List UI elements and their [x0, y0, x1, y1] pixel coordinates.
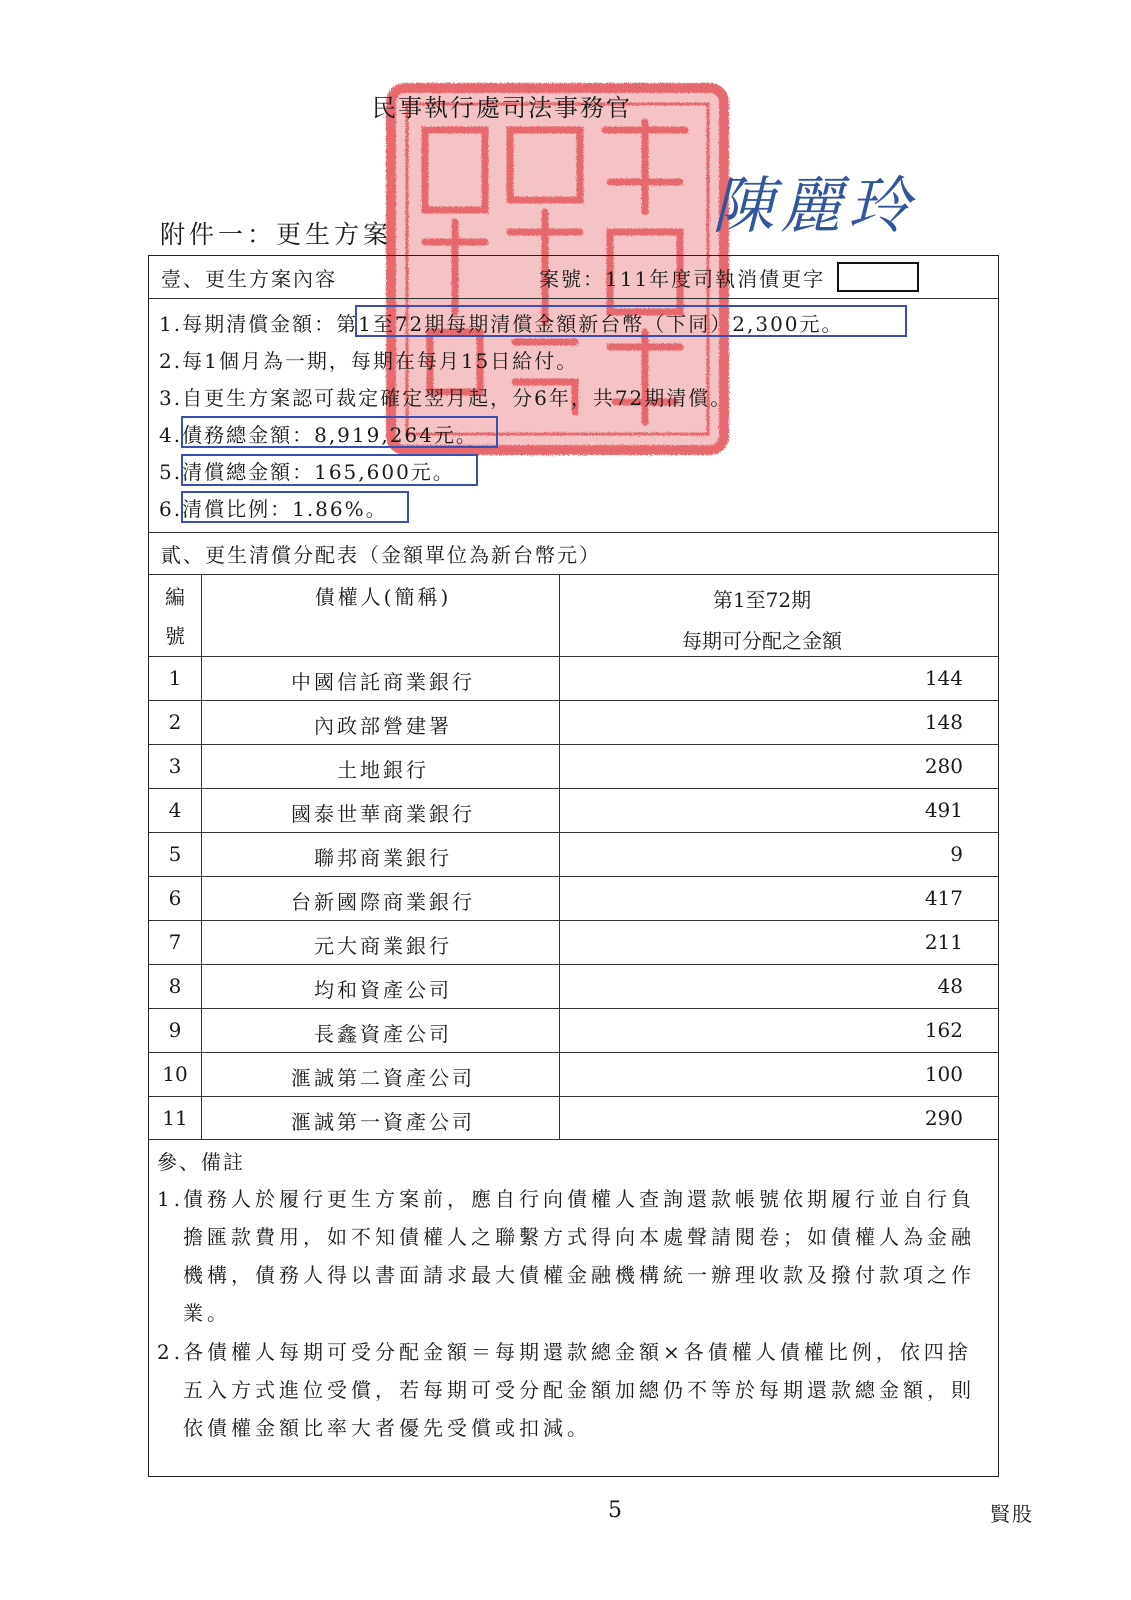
allocated-amount: 417: [924, 886, 963, 910]
row-number: 4: [168, 798, 182, 822]
row-divider: [149, 1096, 998, 1097]
row-number: 5: [168, 842, 182, 866]
row-number: 2: [168, 710, 182, 734]
plan-table-frame: [148, 255, 999, 1477]
highlight-box: [181, 416, 498, 448]
office-title: 民事執行處司法事務官: [372, 94, 632, 122]
plan-item-3: 3.自更生方案認可裁定確定翌月起，分6年，共72期清償。: [159, 386, 733, 410]
allocated-amount: 491: [924, 798, 963, 822]
row-number: 3: [168, 754, 182, 778]
allocated-amount: 148: [924, 710, 963, 734]
allocated-amount: 280: [924, 754, 963, 778]
column-header-creditor: 債權人(簡稱): [314, 585, 452, 609]
section-label: 賢股: [990, 1502, 1034, 1526]
allocated-amount: 144: [924, 666, 963, 690]
column-header-no: 編 號: [165, 585, 185, 648]
official-signature: 陳麗玲: [712, 169, 917, 242]
creditor-name: 滙誠第二資產公司: [291, 1066, 475, 1090]
row-divider: [149, 1052, 998, 1053]
row-divider: [149, 788, 998, 789]
creditor-name: 台新國際商業銀行: [291, 890, 475, 914]
plan-item-6: 6.清償比例：1.86%。: [159, 497, 388, 521]
case-number: 案號：111年度司執消債更字: [539, 267, 826, 291]
allocated-amount: 211: [924, 930, 963, 954]
row-number: 6: [168, 886, 182, 910]
creditor-name: 土地銀行: [337, 758, 429, 782]
row-divider: [149, 700, 998, 701]
creditor-name: 國泰世華商業銀行: [291, 802, 475, 826]
creditor-name: 中國信託商業銀行: [291, 670, 475, 694]
plan-item-5: 5.清償總金額：165,600元。: [159, 460, 455, 484]
row-number: 11: [162, 1106, 188, 1130]
allocated-amount: 48: [937, 974, 963, 998]
row-number: 9: [168, 1018, 182, 1042]
creditor-name: 元大商業銀行: [314, 934, 452, 958]
row-number: 10: [162, 1062, 188, 1086]
column-header-amount: 第1至72期 每期可分配之金額: [682, 588, 842, 653]
row-divider: [149, 744, 998, 745]
row-divider: [149, 920, 998, 921]
plan-item-1: 1.每期清償金額：第1至72期每期清償金額新台幣（下同）2,300元。: [159, 312, 844, 336]
row-number: 1: [168, 666, 182, 690]
row-divider: [149, 1008, 998, 1009]
allocated-amount: 162: [924, 1018, 963, 1042]
highlight-box: [181, 491, 409, 523]
creditor-name: 均和資產公司: [314, 978, 452, 1002]
row-number: 8: [168, 974, 182, 998]
note-1: 1. 債務人於履行更生方案前，應自行向債權人查詢還款帳號依期履行並自行負擔匯款費用，如不知債權人之聯繫方式得向本處聲請閱卷；如債權人為金融機構，債務人得以書面請求最大債權金融機構統一辦理收款及撥付款項之作業。: [157, 1187, 975, 1325]
attachment-title: 附件一：更生方案: [160, 220, 393, 249]
highlight-box: [355, 305, 907, 337]
allocated-amount: 100: [924, 1062, 963, 1086]
plan-item-2: 2.每1個月為一期，每期在每月15日給付。: [159, 349, 579, 373]
section1-heading: 壹、更生方案內容: [161, 267, 337, 291]
plan-item-4: 4.債務總金額：8,919,264元。: [159, 423, 478, 447]
section2-heading: 貳、更生清償分配表（金額單位為新台幣元）: [161, 543, 601, 567]
page-number: 5: [608, 1498, 622, 1523]
row-divider: [149, 964, 998, 965]
row-divider: [149, 832, 998, 833]
note-2: 2. 各債權人每期可受分配金額＝每期還款總金額×各債權人債權比例，依四捨五入方式進位受償，若每期可受分配金額加總仍不等於每期還款總金額，則依債權金額比率大者優先受償或扣減。: [157, 1340, 975, 1440]
highlight-box: [181, 454, 478, 486]
creditor-name: 長鑫資產公司: [314, 1022, 452, 1046]
creditor-name: 內政部營建署: [314, 714, 452, 738]
redacted-box: [837, 262, 919, 292]
allocated-amount: 9: [950, 842, 963, 866]
row-divider: [149, 876, 998, 877]
section3-heading: 參、備註: [157, 1150, 245, 1174]
allocated-amount: 290: [924, 1106, 963, 1130]
row-number: 7: [168, 930, 182, 954]
creditor-name: 聯邦商業銀行: [314, 846, 452, 870]
creditor-name: 滙誠第一資產公司: [291, 1110, 475, 1134]
